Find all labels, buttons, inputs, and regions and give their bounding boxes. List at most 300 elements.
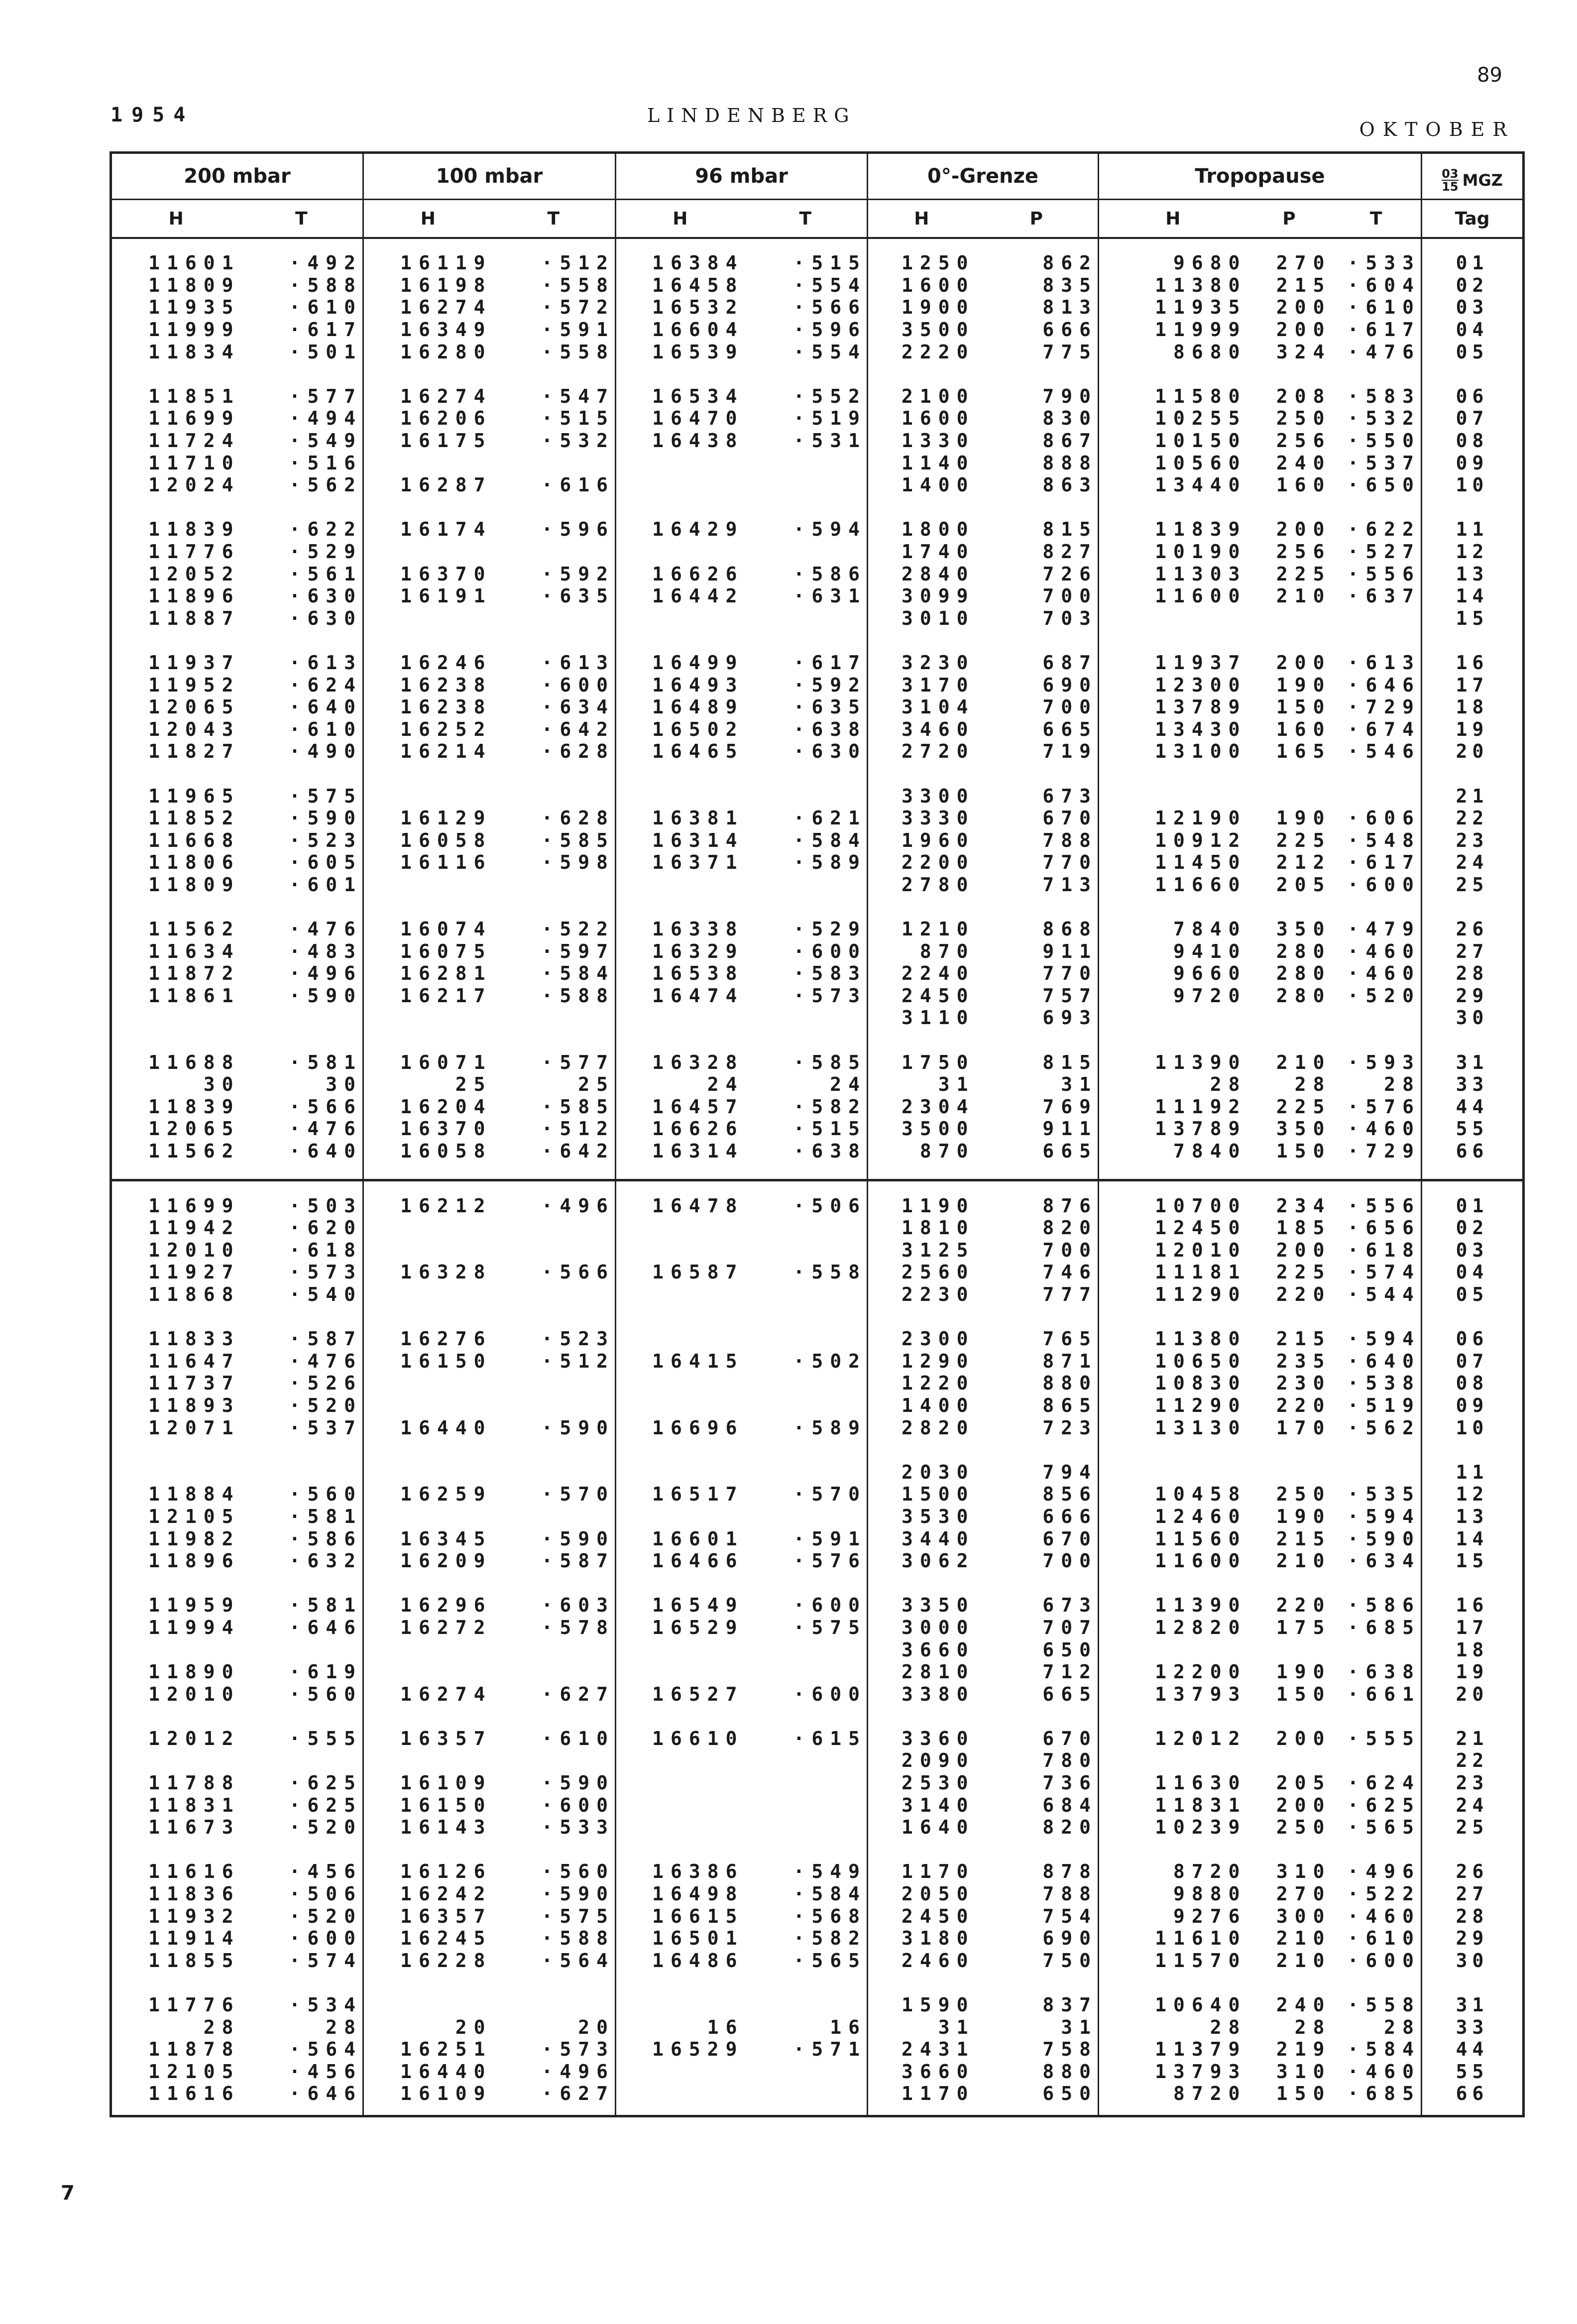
cell-100-h: [363, 541, 492, 563]
cell-trop-p: 310: [1276, 2060, 1332, 2083]
cell-trop-p: 225: [1276, 829, 1332, 851]
cell-100-t: ·634: [541, 696, 615, 718]
cell-trop-h: 12300: [1099, 674, 1247, 696]
cell-100-t: ·588: [541, 1927, 615, 1950]
cell-zero-h: 1590: [868, 1994, 975, 2016]
table-row: [111, 1728, 1524, 1750]
cell-96-t: ·554: [793, 341, 867, 363]
cell-200-t: ·564: [289, 2038, 363, 2061]
cell-trop-p: 210: [1276, 1550, 1332, 1572]
cell-trop-h: 11937: [1099, 652, 1247, 674]
cell-100-t: [492, 1661, 616, 1683]
cell-96-h: [616, 1794, 744, 1816]
cell-zero-h: 3010: [868, 607, 975, 630]
cell-zero-h: 1640: [868, 1816, 975, 1839]
cell-trop-t: ·685: [1347, 1616, 1421, 1638]
table-row: [111, 1328, 1524, 1350]
cell-100-t: ·590: [541, 1772, 615, 1794]
cell-96-t: ·621: [793, 807, 867, 829]
cell-trop-p: 210: [1276, 1927, 1332, 1950]
cell-200-t: ·476: [289, 1350, 363, 1372]
cell-trop-p: 220: [1276, 1594, 1332, 1617]
cell-96-t: ·592: [793, 674, 867, 696]
cell-200-t: ·526: [289, 1372, 363, 1394]
cell-trop-h: 9410: [1099, 940, 1247, 962]
cell-trop-p: 280: [1276, 940, 1332, 962]
cell-trop-p: 150: [1276, 1140, 1332, 1162]
cell-trop-h: 10700: [1099, 1194, 1247, 1217]
cell-100-h: 16280: [363, 341, 492, 363]
cell-tag: 33: [1422, 1073, 1524, 1096]
cell-trop-h: 11935: [1099, 296, 1247, 319]
cell-96-h: [616, 541, 744, 563]
cell-200-t: ·601: [289, 873, 363, 896]
cell-100-h: 16357: [363, 1905, 492, 1927]
cell-zero-p: 693: [1042, 1007, 1098, 1029]
cell-zero-p: 700: [1042, 1550, 1098, 1572]
table-row: [111, 1594, 1524, 1617]
cell-tag: 03: [1422, 296, 1524, 319]
cell-trop-h: 11600: [1099, 1550, 1247, 1572]
cell-zero-h: 1210: [868, 918, 975, 940]
table-row: [111, 1883, 1524, 1905]
cell-100-h: [363, 452, 492, 474]
subheader-96-t: T: [744, 200, 868, 238]
cell-trop-p: 205: [1276, 873, 1332, 896]
cell-trop-t: ·640: [1347, 1350, 1421, 1372]
cell-tag: 05: [1422, 341, 1524, 363]
year-label: 1954: [111, 104, 195, 126]
cell-zero-p: 746: [1042, 1261, 1098, 1283]
cell-trop-t: ·606: [1347, 807, 1421, 829]
cell-200-t: ·588: [289, 274, 363, 296]
cell-zero-p: 666: [1042, 319, 1098, 341]
cell-96-h: 16517: [616, 1483, 744, 1506]
cell-tag: 15: [1422, 607, 1524, 630]
cell-zero-p: 878: [1042, 1860, 1098, 1883]
cell-200-t: ·483: [289, 940, 363, 962]
cell-100-h: 16058: [363, 829, 492, 851]
cell-100-h: 16191: [363, 585, 492, 607]
cell-100-t: ·573: [541, 2038, 615, 2061]
cell-zero-h: 2431: [868, 2038, 975, 2061]
cell-96-t: [744, 1772, 868, 1794]
cell-tag: 13: [1422, 1506, 1524, 1528]
cell-zero-h: 2780: [868, 874, 975, 896]
cell-trop-h: 10239: [1099, 1816, 1247, 1839]
cell-zero-p: 31: [1061, 1073, 1098, 1096]
cell-200-h: 11806: [148, 851, 240, 874]
cell-trop-h: 11303: [1099, 563, 1247, 585]
cell-trop-t: ·638: [1347, 1661, 1421, 1683]
cell-100-h: 16071: [363, 1051, 492, 1073]
cell-96-t: [744, 1816, 868, 1839]
cell-96-t: ·638: [793, 718, 867, 740]
cell-zero-p: 770: [1042, 851, 1098, 874]
station-name: LINDENBERG: [647, 105, 856, 126]
cell-tag: 11: [1422, 518, 1524, 541]
cell-trop-h: [1099, 1638, 1247, 1661]
cell-trop-h: 10190: [1099, 541, 1247, 563]
cell-trop-t: ·496: [1347, 1860, 1421, 1883]
cell-100-h: 16175: [363, 430, 492, 452]
cell-200-t: ·581: [289, 1505, 363, 1527]
cell-100-t: ·585: [541, 1095, 615, 1118]
cell-200-t: ·590: [289, 984, 363, 1007]
cell-96-h: 16457: [616, 1096, 744, 1118]
cell-trop-h: 11192: [1099, 1096, 1247, 1118]
cell-trop-h: 11831: [1099, 1794, 1247, 1816]
cell-200-h: 11942: [148, 1217, 240, 1239]
cell-zero-p: 876: [1042, 1194, 1098, 1217]
cell-96-h: 16527: [616, 1683, 744, 1705]
cell-200-h: 11952: [148, 674, 240, 696]
cell-96-t: [744, 1372, 868, 1394]
cell-tag: 55: [1422, 2061, 1524, 2083]
cell-zero-h: 2304: [868, 1096, 975, 1118]
cell-96-t: ·583: [793, 962, 867, 985]
cell-100-t: [492, 1749, 616, 1772]
cell-200-t: ·560: [289, 1683, 363, 1705]
cell-tag: 08: [1422, 1372, 1524, 1394]
cell-zero-p: 780: [1042, 1749, 1098, 1772]
cell-200-h: 11878: [148, 2038, 240, 2061]
table-row: [111, 1749, 1524, 1772]
cell-96-t: ·631: [793, 585, 867, 607]
table-row: [111, 1350, 1524, 1373]
cell-200-t: ·520: [289, 1816, 363, 1839]
cell-96-t: ·565: [793, 1949, 867, 1972]
cell-tag: 09: [1422, 452, 1524, 474]
cell-zero-p: 865: [1042, 1394, 1098, 1416]
subheader-200-h: H: [111, 200, 240, 238]
cell-zero-p: 684: [1042, 1794, 1098, 1816]
cell-trop-h: 10650: [1099, 1350, 1247, 1373]
cell-96-h: 16314: [616, 829, 744, 851]
cell-96-t: ·571: [793, 2038, 867, 2061]
cell-zero-h: 3360: [868, 1728, 975, 1750]
cell-trop-p: 215: [1276, 1328, 1332, 1350]
cell-zero-h: 870: [868, 940, 975, 962]
cell-zero-p: 888: [1042, 452, 1098, 474]
cell-zero-p: 673: [1042, 785, 1098, 807]
cell-200-t: ·624: [289, 674, 363, 696]
cell-200-h: 11868: [148, 1283, 240, 1306]
cell-zero-p: 856: [1042, 1483, 1098, 1506]
cell-trop-p: 170: [1276, 1416, 1332, 1439]
cell-trop-t: ·656: [1347, 1217, 1421, 1239]
cell-96-h: 16381: [616, 807, 744, 829]
cell-96-h: [616, 1372, 744, 1394]
cell-200-t: 28: [326, 2016, 363, 2038]
cell-trop-h: 12820: [1099, 1617, 1247, 1639]
cell-100-t: ·590: [541, 1416, 615, 1439]
cell-200-h: 11852: [148, 807, 240, 829]
cell-200-t: ·630: [289, 607, 363, 629]
table-row: [111, 1461, 1524, 1483]
cell-trop-h: 11290: [1099, 1283, 1247, 1306]
cell-200-t: ·640: [289, 696, 363, 718]
cell-96-t: [744, 474, 868, 496]
cell-200-t: ·520: [289, 1905, 363, 1927]
cell-100-h: 16281: [363, 962, 492, 985]
cell-100-h: 16075: [363, 940, 492, 962]
cell-100-h: 16209: [363, 1550, 492, 1572]
cell-100-h: [363, 1283, 492, 1306]
cell-100-t: [492, 1506, 616, 1528]
cell-zero-h: 1330: [868, 430, 975, 452]
cell-trop-t: ·622: [1347, 518, 1421, 541]
cell-trop-h: 11600: [1099, 585, 1247, 607]
table-row: [111, 1261, 1524, 1283]
table-row: [111, 2061, 1524, 2083]
cell-zero-h: 1600: [868, 274, 975, 297]
cell-96-t: ·615: [793, 1727, 867, 1749]
cell-96-t: 24: [830, 1073, 867, 1096]
cell-trop-t: ·729: [1347, 1140, 1421, 1162]
cell-96-t: ·529: [793, 918, 867, 940]
cell-96-t: ·515: [793, 1118, 867, 1140]
cell-trop-t: ·574: [1347, 1261, 1421, 1283]
cell-200-h: 12024: [148, 474, 240, 496]
cell-trop-t: ·613: [1347, 651, 1421, 674]
cell-96-t: ·549: [793, 1860, 867, 1883]
page-number: 89: [1477, 64, 1502, 87]
subheader-zero-p: P: [975, 200, 1099, 238]
cell-200-t: ·506: [289, 1883, 363, 1905]
cell-trop-p: [1247, 607, 1332, 630]
cell-200-h: 11699: [148, 1194, 240, 1217]
cell-trop-h: 11660: [1099, 874, 1247, 896]
cell-trop-h: 12010: [1099, 1239, 1247, 1262]
table-row: [111, 1950, 1524, 1972]
cell-zero-h: 1960: [868, 829, 975, 851]
cell-zero-p: 862: [1042, 252, 1098, 274]
cell-trop-p: 240: [1276, 452, 1332, 474]
cell-trop-t: ·548: [1347, 829, 1421, 851]
cell-96-t: ·596: [793, 319, 867, 341]
cell-100-h: 16119: [363, 252, 492, 274]
table-row: [111, 252, 1524, 274]
cell-100-h: 16246: [363, 652, 492, 674]
cell-100-t: ·512: [541, 252, 615, 274]
cell-tag: 06: [1422, 1328, 1524, 1350]
cell-96-h: 16338: [616, 918, 744, 940]
cell-96-h: [616, 1217, 744, 1239]
cell-96-h: 16529: [616, 1617, 744, 1639]
cell-100-h: [363, 1994, 492, 2016]
table-row: [111, 1217, 1524, 1239]
cell-trop-t: ·556: [1347, 1194, 1421, 1217]
cell-trop-t: ·460: [1347, 962, 1421, 985]
table-row: [111, 1073, 1524, 1096]
cell-trop-p: 270: [1276, 1883, 1332, 1905]
cell-96-t: [744, 1239, 868, 1262]
cell-96-h: 16465: [616, 740, 744, 763]
cell-96-t: ·600: [793, 1594, 867, 1617]
cell-zero-p: 765: [1042, 1328, 1098, 1350]
cell-tag: 06: [1422, 385, 1524, 408]
cell-trop-h: 10830: [1099, 1372, 1247, 1394]
cell-tag: 26: [1422, 1860, 1524, 1883]
cell-zero-h: 3300: [868, 785, 975, 807]
cell-zero-h: 1500: [868, 1483, 975, 1506]
cell-96-t: ·568: [793, 1905, 867, 1927]
cell-100-t: [492, 1283, 616, 1306]
cell-trop-h: 8720: [1099, 1860, 1247, 1883]
cell-200-h: [111, 1461, 240, 1483]
cell-100-h: 16109: [363, 1772, 492, 1794]
cell-96-h: [616, 1772, 744, 1794]
cell-200-t: ·501: [289, 341, 363, 363]
cell-100-h: 16150: [363, 1350, 492, 1373]
cell-100-t: ·600: [541, 1794, 615, 1816]
cell-zero-h: 3099: [868, 585, 975, 607]
cell-tag: 21: [1422, 785, 1524, 807]
cell-zero-h: 3104: [868, 696, 975, 718]
cell-96-t: [744, 1638, 868, 1661]
cell-96-h: 16415: [616, 1350, 744, 1373]
cell-200-t: ·476: [289, 1118, 363, 1140]
cell-200-h: 11616: [148, 1860, 240, 1883]
cell-trop-h: 11450: [1099, 851, 1247, 874]
cell-trop-t: [1332, 1749, 1422, 1772]
cell-96-t: [744, 1749, 868, 1772]
cell-trop-h: 12450: [1099, 1217, 1247, 1239]
cell-trop-h: 8680: [1099, 341, 1247, 363]
cell-96-h: [616, 474, 744, 496]
cell-200-t: ·620: [289, 1217, 363, 1239]
cell-zero-h: 1750: [868, 1051, 975, 1073]
cell-zero-h: 3180: [868, 1927, 975, 1950]
cell-100-t: ·627: [541, 1683, 615, 1705]
cell-200-h: 11601: [148, 252, 240, 274]
cell-100-t: ·598: [541, 851, 615, 874]
cell-96-h: [616, 1661, 744, 1683]
cell-zero-p: 713: [1042, 873, 1098, 896]
cell-100-h: 16287: [363, 474, 492, 496]
table-row: [111, 1283, 1524, 1306]
cell-zero-h: 2450: [868, 985, 975, 1007]
cell-tag: 08: [1422, 430, 1524, 452]
cell-zero-p: 650: [1042, 1638, 1098, 1661]
table-row: [111, 2083, 1524, 2105]
table-row: [111, 674, 1524, 696]
cell-96-t: ·591: [793, 1527, 867, 1550]
cell-tag: 04: [1422, 1261, 1524, 1283]
cell-100-t: ·575: [541, 1905, 615, 1927]
cell-96-h: [616, 607, 744, 630]
cell-100-t: ·635: [541, 585, 615, 607]
cell-zero-p: 769: [1042, 1095, 1098, 1118]
cell-200-h: 11932: [148, 1905, 240, 1927]
cell-tag: 28: [1422, 1905, 1524, 1927]
cell-trop-h: 9660: [1099, 962, 1247, 985]
cell-200-t: ·534: [289, 1994, 363, 2016]
cell-trop-p: 190: [1276, 1661, 1332, 1683]
table-row: [111, 541, 1524, 563]
cell-100-t: ·616: [541, 474, 615, 496]
cell-96-h: [616, 1638, 744, 1661]
table-row: [111, 1194, 1524, 1217]
cell-100-h: 16259: [363, 1483, 492, 1506]
cell-trop-h: 9880: [1099, 1883, 1247, 1905]
cell-trop-p: [1247, 1749, 1332, 1772]
table-row: [111, 2038, 1524, 2061]
cell-200-h: 11839: [148, 518, 240, 541]
cell-100-h: 20: [363, 2016, 492, 2038]
table-row: [111, 829, 1524, 851]
table-row: [111, 1527, 1524, 1550]
cell-trop-h: 13430: [1099, 718, 1247, 740]
cell-tag: 12: [1422, 1483, 1524, 1506]
cell-zero-p: 863: [1042, 474, 1098, 496]
cell-200-h: 11836: [148, 1883, 240, 1905]
cell-96-h: 16498: [616, 1883, 744, 1905]
cell-trop-p: [1247, 1461, 1332, 1483]
cell-100-h: 16143: [363, 1816, 492, 1839]
cell-96-t: [744, 607, 868, 630]
cell-200-t: ·590: [289, 807, 363, 829]
cell-zero-p: 770: [1042, 962, 1098, 985]
cell-zero-h: 870: [868, 1140, 975, 1162]
cell-trop-h: 10458: [1099, 1483, 1247, 1506]
cell-zero-p: 726: [1042, 563, 1098, 585]
table-row: [111, 563, 1524, 585]
cell-trop-p: 235: [1276, 1350, 1332, 1372]
cell-trop-h: 10255: [1099, 407, 1247, 430]
cell-zero-p: 665: [1042, 1140, 1098, 1162]
cell-96-t: ·573: [793, 984, 867, 1007]
cell-100-t: ·584: [541, 962, 615, 985]
cell-trop-p: 280: [1276, 984, 1332, 1007]
month-label: OKTOBER: [1359, 118, 1515, 140]
cell-trop-t: ·556: [1347, 563, 1421, 585]
cell-zero-h: 3500: [868, 319, 975, 341]
cell-trop-p: 28: [1294, 1073, 1332, 1096]
cell-200-t: ·523: [289, 829, 363, 851]
cell-zero-h: 1810: [868, 1217, 975, 1239]
cell-tag: 31: [1422, 1051, 1524, 1073]
cell-trop-p: 160: [1276, 474, 1332, 496]
cell-trop-p: [1247, 1007, 1332, 1029]
cell-96-t: ·502: [793, 1350, 867, 1372]
table-row: [111, 1816, 1524, 1839]
cell-trop-t: ·624: [1347, 1772, 1421, 1794]
cell-trop-p: 215: [1276, 274, 1332, 296]
cell-100-t: [492, 452, 616, 474]
cell-trop-h: [1099, 607, 1247, 630]
cell-200-h: 11861: [148, 984, 240, 1007]
cell-tag: 16: [1422, 652, 1524, 674]
subheader-tag: Tag: [1422, 200, 1524, 238]
cell-trop-t: ·610: [1347, 296, 1421, 319]
subheader-trop-t: T: [1332, 200, 1422, 238]
cell-200-h: 12065: [148, 1118, 240, 1140]
cell-200-h: 28: [203, 2016, 240, 2038]
cell-96-h: 16329: [616, 940, 744, 962]
cell-trop-h: 11839: [1099, 518, 1247, 541]
cell-200-h: 11887: [148, 607, 240, 629]
cell-trop-p: 212: [1276, 851, 1332, 874]
cell-zero-p: 820: [1042, 1217, 1098, 1239]
cell-trop-p: 324: [1276, 341, 1332, 363]
cell-100-t: ·592: [541, 563, 615, 585]
cell-zero-p: 813: [1042, 296, 1098, 319]
cell-trop-t: ·650: [1347, 474, 1421, 496]
cell-trop-p: 220: [1276, 1283, 1332, 1306]
table-row: [111, 1772, 1524, 1794]
